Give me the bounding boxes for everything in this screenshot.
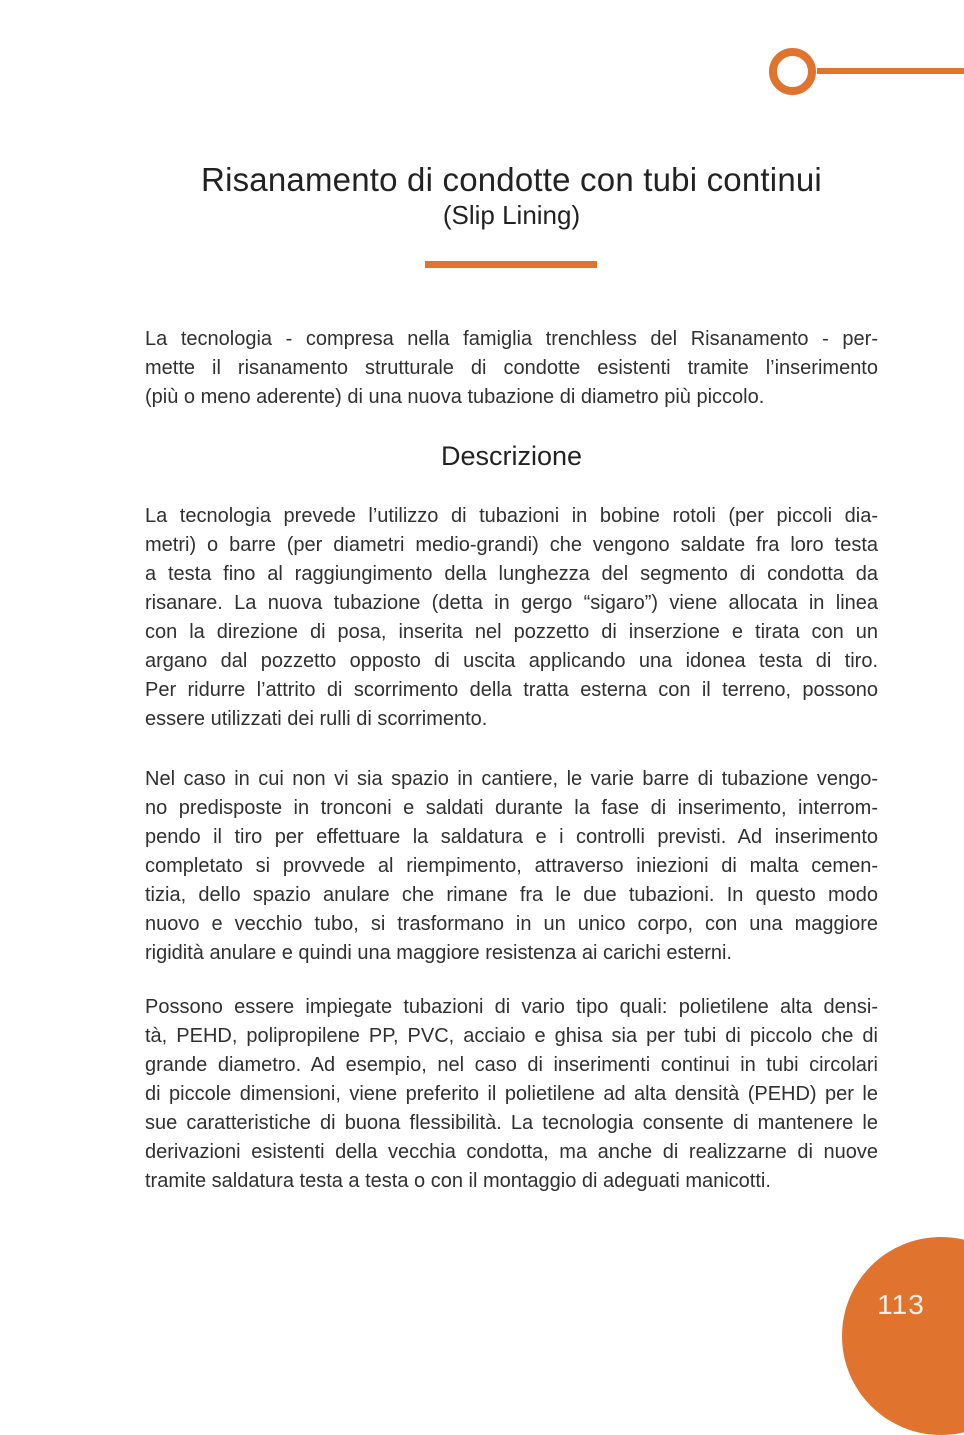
body-paragraph (145, 993, 878, 1196)
circle-ornament-icon (769, 48, 816, 95)
title-divider-rule (425, 261, 597, 268)
text-line: tizia, dello spazio anulare che rimane fra le due tubazioni. In questo modo (145, 884, 878, 906)
section-heading: Descrizione (440, 441, 583, 471)
text-line: risanare. La nuova tubazione (detta in gergo “sigaro”) viene allocata in linea (145, 592, 878, 614)
text-line: La tecnologia - compresa nella famiglia trenchless del Risanamento - per- (145, 328, 878, 350)
text-line: con la direzione di posa, inserita nel pozzetto di inserzione e tirata con un (145, 621, 878, 643)
text-line: Nel caso in cui non vi sia spazio in cantiere, le varie barre di tubazione vengo- (145, 768, 878, 790)
text-line: nuovo e vecchio tubo, si trasformano in un unico corpo, con una maggiore (145, 913, 878, 935)
ornament-rule-line (817, 68, 964, 74)
page-number-bubble (842, 1237, 964, 1435)
text-line: argano dal pozzetto opposto di uscita applicando una idonea testa di tiro. (145, 650, 878, 672)
title-block (145, 160, 878, 230)
text-line: Per ridurre l’attrito di scorrimento della tratta esterna con il terreno, possono (145, 679, 878, 701)
text-line: La tecnologia prevede l’utilizzo di tubazioni in bobine rotoli (per piccoli dia- (145, 505, 878, 527)
text-line: completato si provvede al riempimento, attraverso iniezioni di malta cemen- (145, 855, 878, 877)
text-line: di piccole dimensioni, viene preferito il polietilene ad alta densità (PEHD) per le (145, 1083, 878, 1105)
intro-paragraph (145, 325, 878, 412)
text-line: derivazioni esistenti della vecchia condotta, ma anche di realizzarne di nuove (145, 1141, 878, 1163)
text-line: essere utilizzati dei rulli di scorrimento. (145, 708, 488, 730)
text-line: Possono essere impiegate tubazioni di vario tipo quali: polietilene alta densi- (145, 996, 878, 1018)
page-number: 113 (877, 1289, 925, 1320)
body-paragraph (145, 502, 878, 734)
text-line: grande diametro. Ad esempio, nel caso di inserimenti continui in tubi circolari (145, 1054, 878, 1076)
text-line: tramite saldatura testa a testa o con il montaggio di adeguati manicotti. (145, 1170, 771, 1192)
text-line: pendo il tiro per effettuare la saldatura e i controlli previsti. Ad inserimento (145, 826, 878, 848)
body-paragraph (145, 765, 878, 968)
text-line: (più o meno aderente) di una nuova tubazione di diametro più piccolo. (145, 386, 765, 408)
text-line: a testa fino al raggiungimento della lunghezza del segmento di condotta da (145, 563, 878, 585)
page-title: Risanamento di condotte con tubi continui (201, 161, 822, 198)
text-line: tà, PEHD, polipropilene PP, PVC, acciaio e ghisa sia per tubi di piccolo che di (145, 1025, 878, 1047)
text-line: rigidità anulare e quindi una maggiore resistenza ai carichi esterni. (145, 942, 732, 964)
text-line: mette il risanamento strutturale di condotte esistenti tramite l’inserimento (145, 357, 878, 379)
page-subtitle: (Slip Lining) (442, 200, 581, 230)
text-line: no predisposte in tronconi e saldati durante la fase di inserimento, interrom- (145, 797, 878, 819)
text-line: metri) o barre (per diametri medio-grandi) che vengono saldate fra loro testa (145, 534, 878, 556)
text-line: sue caratteristiche di buona flessibilità. La tecnologia consente di mantenere le (145, 1112, 878, 1134)
